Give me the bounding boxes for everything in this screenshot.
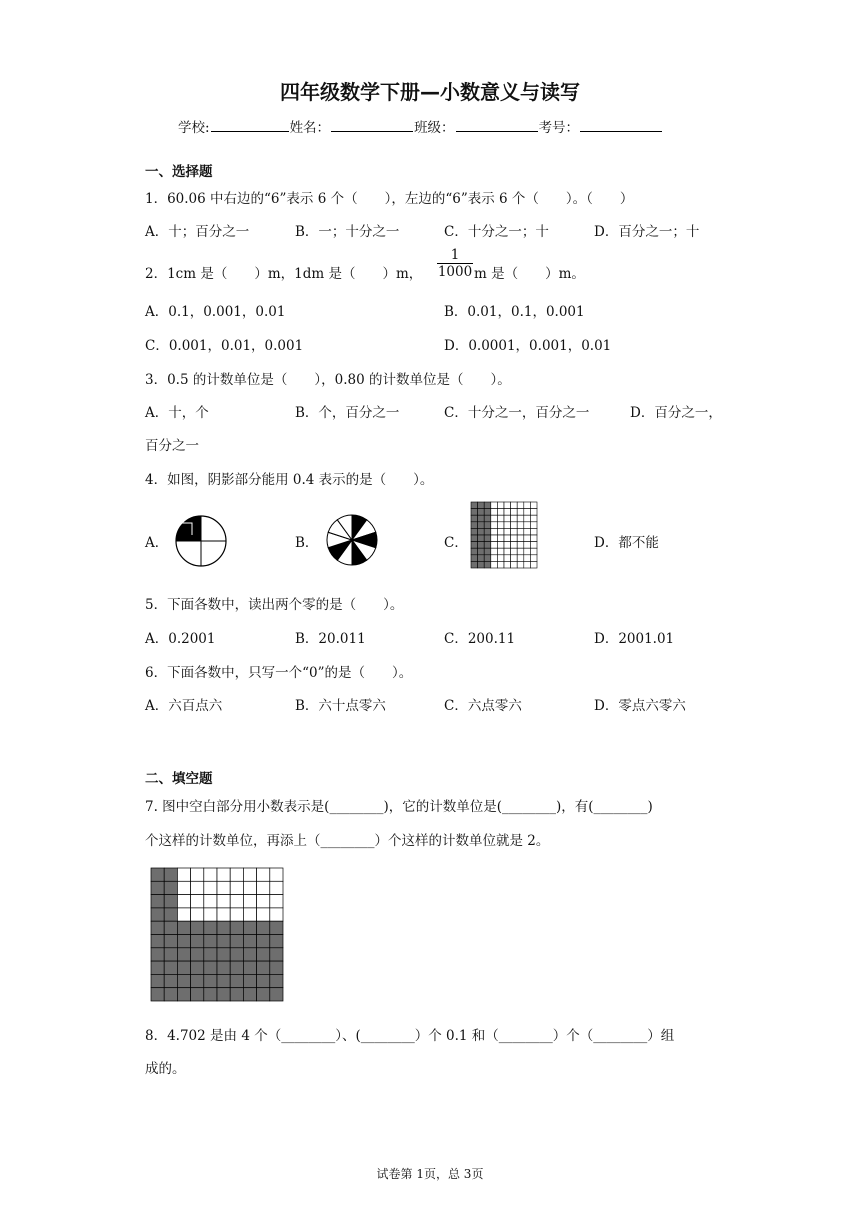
q7-grid-cell (230, 881, 243, 894)
page-footer: 试卷第 1页，总 3页 (376, 1167, 484, 1181)
fig-c-cell (517, 522, 524, 529)
q7-grid-cell (151, 908, 164, 921)
fig-a-shaded-quarter (176, 516, 201, 541)
q7-grid-cell (151, 974, 164, 987)
fig-c-cell (511, 555, 518, 562)
fig-c-cell (497, 515, 504, 522)
fig-c-cell (478, 528, 485, 535)
q6-option-b: B．六十点零六 (295, 698, 386, 714)
fig-c-cell (530, 535, 537, 542)
q7-grid-cell (270, 881, 283, 894)
q7-grid-cell (217, 988, 230, 1001)
fig-c-cell (504, 535, 511, 542)
fig-c-cell (511, 502, 518, 509)
q7-grid-cell (217, 974, 230, 987)
q7-grid-cell (177, 881, 190, 894)
q7-grid-cell (151, 935, 164, 948)
q7-grid-cell (164, 881, 177, 894)
q1-option-d: D．百分之一；十 (594, 224, 700, 240)
q7-grid-cell (164, 935, 177, 948)
q7-grid-cell (177, 974, 190, 987)
class-label: 班级： (414, 120, 455, 136)
fig-c-cell (524, 542, 531, 549)
exam-no-field (580, 117, 662, 132)
fig-c-cell (511, 561, 518, 568)
q2-stem-part2: m 是（ ）m。 (474, 266, 585, 282)
q7-grid-cell (257, 988, 270, 1001)
q7-grid-cell (204, 974, 217, 987)
fig-c-cell (478, 502, 485, 509)
fig-c-cell (471, 542, 478, 549)
fig-c-cell (497, 535, 504, 542)
fig-c-cell (484, 548, 491, 555)
fig-c-cell (524, 548, 531, 555)
q7-grid-cell (243, 974, 256, 987)
fig-c-cell (517, 548, 524, 555)
q7-grid-cell (204, 908, 217, 921)
q2-option-c: C．0.001，0.01，0.001 (145, 338, 304, 354)
fig-c-cell (511, 522, 518, 529)
q7-grid-cell (243, 881, 256, 894)
q7-grid-cell (164, 921, 177, 934)
q6-option-a: A．六百点六 (145, 698, 223, 714)
fig-c-cell (478, 555, 485, 562)
fig-c-cell (511, 542, 518, 549)
fig-c-cell (511, 515, 518, 522)
fig-c-cell (484, 561, 491, 568)
fig-c-cell (524, 535, 531, 542)
fig-c-cell (524, 528, 531, 535)
fig-c-cell (497, 561, 504, 568)
fig-c-cell (517, 502, 524, 509)
q7-grid-cell (217, 948, 230, 961)
q6-option-c: C．六点零六 (444, 698, 522, 714)
fig-c-cell (471, 561, 478, 568)
fig-c-cell (471, 528, 478, 535)
q2-fraction (437, 247, 473, 280)
fig-c-cell (524, 515, 531, 522)
q4-figure-c-grid (470, 501, 538, 569)
fig-c-cell (491, 528, 498, 535)
q5-option-c: C．200.11 (444, 631, 516, 647)
fig-c-cell (478, 535, 485, 542)
fig-c-cell (504, 515, 511, 522)
q2-fraction-numerator: 1 (450, 247, 460, 263)
fig-c-cell (484, 535, 491, 542)
q7-grid-cell (257, 868, 270, 881)
q7-grid-cell (204, 935, 217, 948)
fig-c-cell (471, 535, 478, 542)
class-field (456, 117, 538, 132)
fig-c-cell (478, 509, 485, 516)
q7-grid-cell (177, 948, 190, 961)
fig-c-cell (530, 522, 537, 529)
q7-grid-cell (230, 948, 243, 961)
q7-figure-grid (150, 867, 284, 1003)
fig-c-cell (497, 555, 504, 562)
q4-option-b: B． (295, 535, 319, 551)
q7-grid-cell (230, 974, 243, 987)
q7-grid-cell (164, 948, 177, 961)
fig-c-cell (504, 561, 511, 568)
q7-grid-cell (270, 868, 283, 881)
q7-grid-cell (230, 921, 243, 934)
q7-grid-cell (257, 908, 270, 921)
q7-grid-cell (257, 881, 270, 894)
fig-c-cell (517, 535, 524, 542)
q7-grid-cell (191, 961, 204, 974)
q7-grid-cell (217, 908, 230, 921)
q3-stem: 3．0.5 的计数单位是（ ），0.80 的计数单位是（ ）。 (145, 372, 511, 388)
section-heading-fill-blank: 二、填空题 (145, 771, 213, 787)
q7-grid-cell (151, 868, 164, 881)
q1-option-c: C．十分之一；十 (444, 224, 549, 240)
q5-option-d: D．2001.01 (594, 631, 675, 647)
q7-grid-cell (217, 868, 230, 881)
fig-c-cell (524, 502, 531, 509)
q7-grid-cell (191, 895, 204, 908)
q7-grid-cell (230, 868, 243, 881)
q7-grid-cell (191, 881, 204, 894)
fig-c-cell (524, 522, 531, 529)
q2-option-d: D．0.0001，0.001，0.01 (444, 338, 612, 354)
fig-c-cell (524, 509, 531, 516)
q7-grid-cell (164, 868, 177, 881)
q2-stem-part1: 2．1cm 是（ ）m，1dm 是（ ）m， (145, 266, 423, 282)
fig-c-cell (478, 561, 485, 568)
q7-line1: 7. 图中空白部分用小数表示是(________)，它的计数单位是(________)，有(________) (145, 799, 653, 815)
fig-c-cell (530, 528, 537, 535)
q7-grid-cell (204, 881, 217, 894)
fig-c-cell (491, 542, 498, 549)
q7-grid-cell (164, 908, 177, 921)
fig-c-cell (504, 542, 511, 549)
q7-grid-cell (257, 935, 270, 948)
q7-grid-cell (151, 921, 164, 934)
fig-c-cell (511, 528, 518, 535)
q7-grid-cell (204, 948, 217, 961)
q7-grid-cell (230, 961, 243, 974)
fig-c-cell (517, 509, 524, 516)
q7-grid-cell (151, 988, 164, 1001)
name-field (331, 117, 413, 132)
q7-grid-cell (164, 988, 177, 1001)
fig-c-cell (484, 522, 491, 529)
fig-c-cell (478, 542, 485, 549)
q7-grid-cell (230, 908, 243, 921)
fig-c-cell (511, 509, 518, 516)
q7-grid-cell (270, 921, 283, 934)
fig-c-cell (478, 522, 485, 529)
q7-grid-cell (243, 935, 256, 948)
q2-option-b: B．0.01，0.1，0.001 (444, 304, 585, 320)
fig-c-cell (484, 528, 491, 535)
q7-grid-cell (204, 961, 217, 974)
q4-stem: 4．如图，阴影部分能用 0.4 表示的是（ ）。 (145, 472, 434, 488)
q7-grid-cell (230, 988, 243, 1001)
q7-grid-cell (177, 935, 190, 948)
fig-c-cell (491, 502, 498, 509)
fig-c-cell (530, 515, 537, 522)
q7-grid-cell (270, 908, 283, 921)
fig-c-cell (517, 528, 524, 535)
q7-grid-cell (217, 961, 230, 974)
q7-grid-cell (191, 948, 204, 961)
q7-grid-cell (270, 988, 283, 1001)
fig-c-cell (504, 555, 511, 562)
fig-c-cell (524, 555, 531, 562)
q3-option-d-continued: 百分之一 (145, 438, 199, 454)
fig-c-cell (497, 542, 504, 549)
q6-stem: 6．下面各数中，只写一个“0”的是（ ）。 (145, 665, 413, 681)
q7-grid-cell (243, 961, 256, 974)
fig-c-cell (484, 542, 491, 549)
q7-grid-cell (177, 921, 190, 934)
q3-option-a: A．十，个 (145, 405, 209, 421)
q5-option-b: B．20.011 (295, 631, 366, 647)
fig-c-cell (504, 528, 511, 535)
fig-c-cell (491, 548, 498, 555)
q5-option-a: A．0.2001 (145, 631, 216, 647)
fig-c-cell (511, 535, 518, 542)
q6-option-d: D．零点六零六 (594, 698, 686, 714)
q4-figure-a-circle (174, 514, 228, 568)
q7-grid-cell (204, 868, 217, 881)
q7-grid-cell (270, 948, 283, 961)
fig-c-cell (497, 502, 504, 509)
q7-grid-cell (151, 961, 164, 974)
q7-grid-cell (217, 935, 230, 948)
q7-grid-cell (270, 961, 283, 974)
q7-grid-cell (191, 935, 204, 948)
fig-c-cell (491, 509, 498, 516)
q7-grid-cell (177, 868, 190, 881)
fig-c-cell (517, 542, 524, 549)
fig-c-cell (504, 548, 511, 555)
fig-c-cell (471, 515, 478, 522)
page-title: 四年级数学下册—小数意义与读写 (280, 80, 580, 104)
q1-stem: 1．60.06 中右边的“6”表示 6 个（ ），左边的“6”表示 6 个（ ）。（ ） (145, 191, 634, 207)
q7-line2: 个这样的计数单位，再添上（________）个这样的计数单位就是 2。 (145, 833, 550, 849)
q7-grid-cell (217, 881, 230, 894)
fig-c-cell (497, 548, 504, 555)
fig-c-cell (491, 522, 498, 529)
fig-c-cell (491, 515, 498, 522)
fig-c-cell (471, 509, 478, 516)
q7-grid-cell (191, 908, 204, 921)
fig-c-cell (517, 515, 524, 522)
q4-figure-b-circle (324, 512, 380, 568)
q7-grid-cell (151, 881, 164, 894)
fig-c-cell (530, 548, 537, 555)
fig-c-cell (530, 509, 537, 516)
q7-grid-cell (243, 921, 256, 934)
fig-c-cell (484, 515, 491, 522)
q7-grid-cell (191, 974, 204, 987)
q7-grid-cell (164, 974, 177, 987)
fig-c-cell (471, 522, 478, 529)
school-label: 学校: (178, 120, 210, 136)
student-info-line (178, 116, 663, 136)
q7-grid-cell (177, 988, 190, 1001)
q2-fraction-denominator: 1000 (437, 264, 473, 280)
q7-grid-cell (164, 895, 177, 908)
fig-c-cell (504, 522, 511, 529)
fig-c-cell (517, 555, 524, 562)
fig-c-cell (471, 555, 478, 562)
q7-grid-cell (177, 908, 190, 921)
fig-c-cell (504, 509, 511, 516)
q7-grid-cells (151, 868, 283, 1001)
q7-grid-cell (151, 948, 164, 961)
fig-c-cell (471, 548, 478, 555)
fig-c-cell (530, 561, 537, 568)
q7-grid-cell (217, 921, 230, 934)
q3-option-b: B．个，百分之一 (295, 405, 400, 421)
q7-grid-cell (243, 948, 256, 961)
fig-c-cell (497, 528, 504, 535)
q5-stem: 5．下面各数中，读出两个零的是（ ）。 (145, 597, 404, 613)
q7-grid-cell (191, 868, 204, 881)
fig-c-cell (504, 502, 511, 509)
q7-grid-cell (204, 895, 217, 908)
q7-grid-cell (270, 895, 283, 908)
fig-c-cell (530, 542, 537, 549)
q1-option-b: B．一；十分之一 (295, 224, 400, 240)
q7-grid-cell (243, 868, 256, 881)
q8-line2: 成的。 (145, 1061, 186, 1077)
q7-grid-cell (230, 895, 243, 908)
q7-grid-cell (257, 961, 270, 974)
fig-c-cells (471, 502, 537, 568)
fig-c-cell (497, 509, 504, 516)
q7-grid-cell (243, 895, 256, 908)
q7-grid-cell (191, 988, 204, 1001)
q3-option-c: C．十分之一，百分之一 (444, 405, 590, 421)
fig-c-cell (524, 561, 531, 568)
q7-grid-cell (217, 895, 230, 908)
fig-c-cell (511, 548, 518, 555)
q7-grid-cell (257, 974, 270, 987)
fig-c-cell (491, 535, 498, 542)
q7-grid-cell (270, 935, 283, 948)
q7-grid-cell (204, 988, 217, 1001)
fig-c-cell (497, 522, 504, 529)
fig-c-cell (471, 502, 478, 509)
q1-option-a: A．十；百分之一 (145, 224, 250, 240)
name-label: 姓名： (289, 120, 331, 136)
fig-c-cell (491, 561, 498, 568)
q7-grid-cell (164, 961, 177, 974)
fig-c-cell (478, 515, 485, 522)
school-field (211, 117, 289, 132)
fig-c-cell (484, 502, 491, 509)
fig-c-cell (478, 548, 485, 555)
q7-grid-cell (257, 895, 270, 908)
q7-grid-cell (177, 961, 190, 974)
q7-grid-cell (243, 908, 256, 921)
fig-c-cell (484, 509, 491, 516)
fig-c-cell (491, 555, 498, 562)
q4-option-d: D．都不能 (594, 535, 659, 551)
q7-grid-cell (257, 948, 270, 961)
q7-grid-cell (270, 974, 283, 987)
fig-c-cell (530, 555, 537, 562)
q7-grid-cell (230, 935, 243, 948)
q8-line1: 8．4.702 是由 4 个（________）、(________）个 0.1 和（________）个（________）组 (145, 1028, 675, 1044)
q3-option-d: D．百分之一， (630, 405, 722, 421)
q7-grid-cell (257, 921, 270, 934)
q7-grid-cell (191, 921, 204, 934)
section-heading-choice: 一、选择题 (145, 164, 213, 180)
q7-grid-cell (177, 895, 190, 908)
q4-option-a: A． (145, 535, 169, 551)
fig-c-cell (530, 502, 537, 509)
q7-grid-cell (151, 895, 164, 908)
q7-grid-cell (204, 921, 217, 934)
q2-option-a: A．0.1，0.001，0.01 (145, 304, 286, 320)
fig-c-cell (517, 561, 524, 568)
q7-grid-cell (243, 988, 256, 1001)
fig-b-sectors (327, 515, 377, 565)
fig-c-cell (484, 555, 491, 562)
exam-no-label: 考号： (538, 120, 580, 136)
q4-option-c: C． (444, 535, 468, 551)
